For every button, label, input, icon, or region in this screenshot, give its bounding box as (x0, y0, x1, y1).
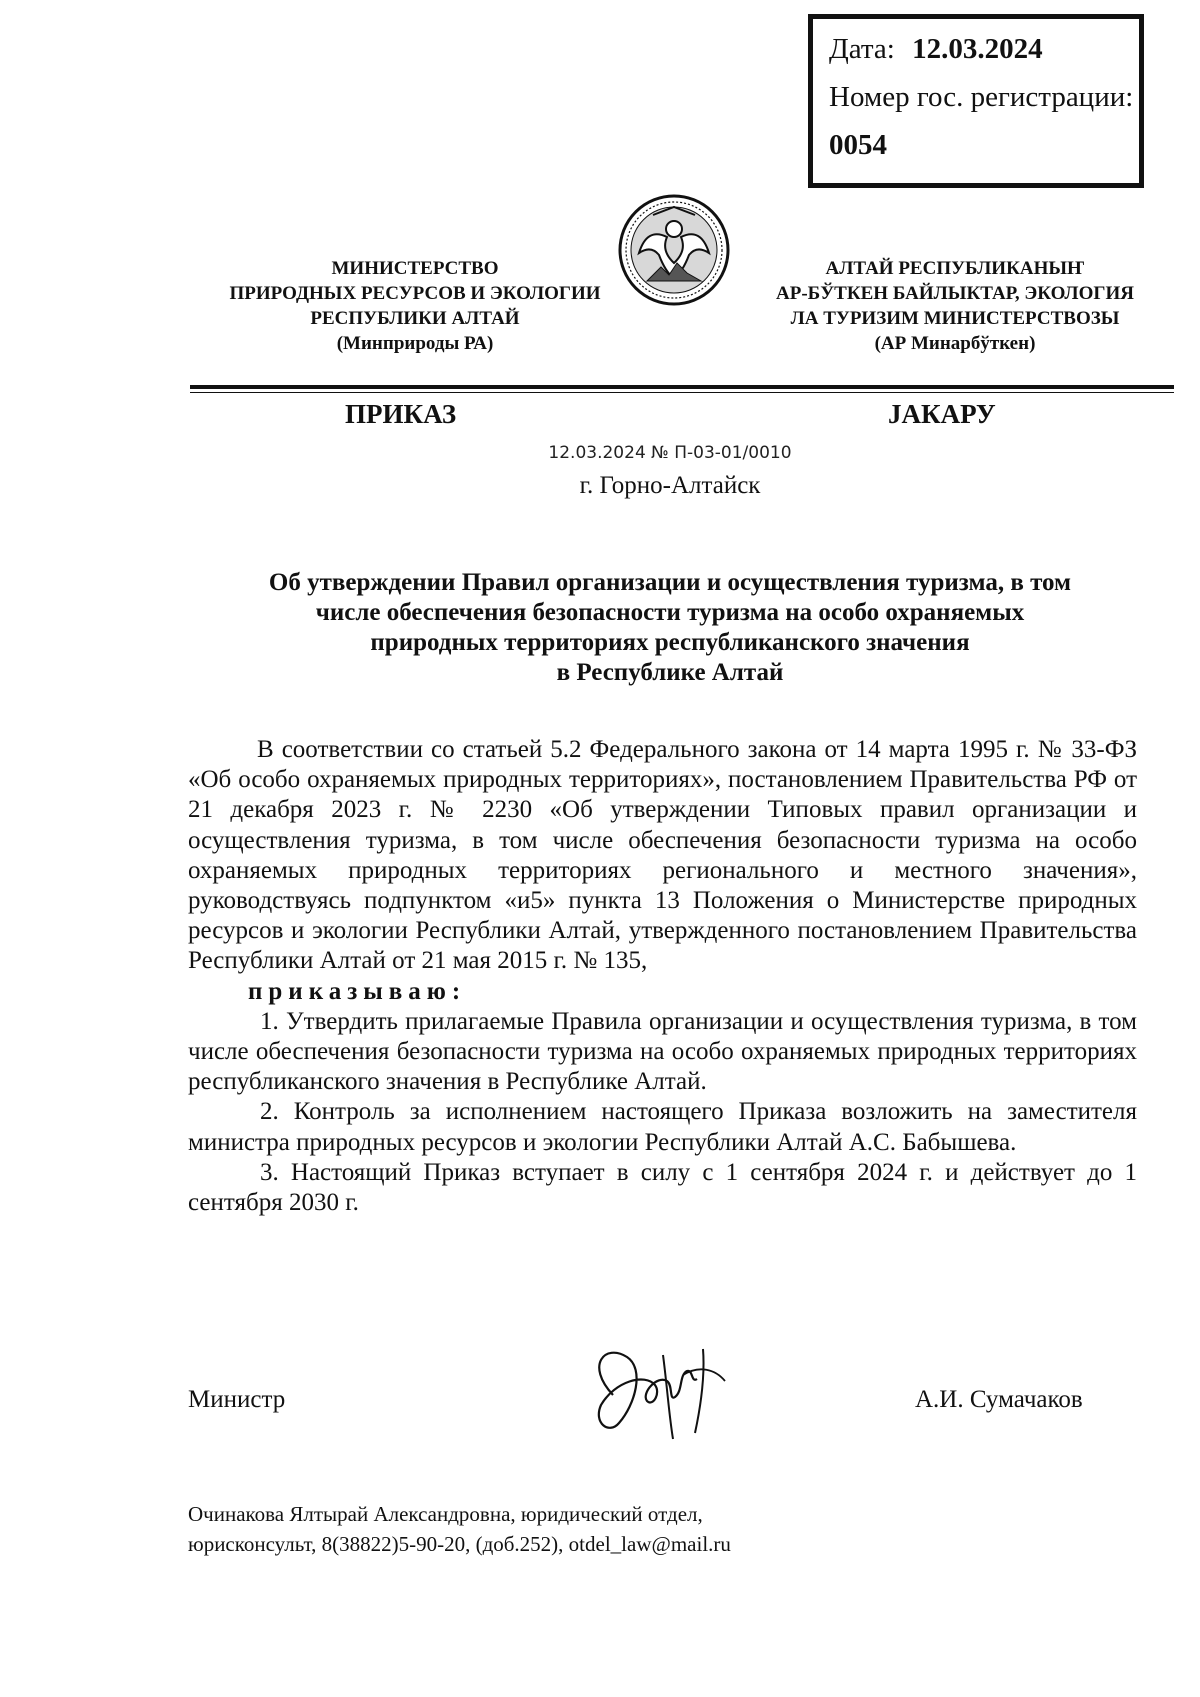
contact-line-1: Очинакова Ялтырай Александровна, юридический отдел, (188, 1502, 703, 1526)
header-alt-line-3: ЛА ТУРИЗИМ МИНИСТЕРСТВОЗЫ (790, 308, 1120, 329)
header-divider-thin (190, 392, 1174, 393)
registration-stamp (808, 14, 1144, 188)
signatory-name: А.И. Сумачаков (915, 1386, 1083, 1413)
order-item-1: 1. Утвердить прилагаемые Правила организации и осуществления туризма, в том числе обеспечения безопасности туризма на особо охраняемых природных территориях республиканского значения в Республике Алтай. (188, 1007, 1137, 1096)
order-item-2: 2. Контроль за исполнением настоящего Приказа возложить на заместителя министра природных ресурсов и экологии Республики Алтай А.С. Бабышева. (188, 1098, 1137, 1156)
header-ru-line-3: РЕСПУБЛИКИ АЛТАЙ (310, 308, 520, 329)
header-ministry-russian (180, 256, 650, 356)
header-ru-line-4: (Минприроды РА) (336, 333, 494, 354)
order-number: 12.03.2024 № П-03-01/0010 (548, 443, 792, 463)
decree-word: приказываю: (248, 977, 467, 1005)
registration-date-row (829, 33, 1043, 66)
order-city: г. Горно-Алтайск (579, 472, 761, 499)
executor-contact (188, 1499, 1088, 1559)
order-title-russian: ПРИКАЗ (345, 399, 457, 429)
signatory-title: Министр (188, 1386, 286, 1413)
subject-line-4: в Республике Алтай (556, 659, 784, 686)
order-item-3: 3. Настоящий Приказ вступает в силу с 1 сентября 2024 г. и действует до 1 сентября 2030 г. (188, 1158, 1137, 1217)
header-alt-line-1: АЛТАЙ РЕСПУБЛИКАНЫҤ (825, 258, 1085, 279)
registration-date-label: Дата: (829, 33, 895, 65)
header-alt-line-2: АР-БЎТКЕН БАЙЛЫКТАР, ЭКОЛОГИЯ (776, 283, 1134, 304)
header-ministry-altai (735, 256, 1175, 356)
subject-line-2: числе обеспечения безопасности туризма на особо охраняемых (315, 599, 1025, 626)
order-subject (180, 568, 1160, 688)
header-divider-thick (190, 385, 1174, 389)
header-alt-line-4: (АР Минарбўткен) (874, 333, 1036, 354)
registration-date-value: 12.03.2024 (912, 33, 1043, 65)
header-ru-line-2: ПРИРОДНЫХ РЕСУРСОВ И ЭКОЛОГИИ (229, 283, 601, 304)
order-title-altai: JАКАРУ (888, 399, 996, 429)
order-body (188, 735, 1137, 1218)
subject-line-3: природных территориях республиканского значения (370, 629, 970, 656)
header-ru-line-1: МИНИСТЕРСТВО (331, 258, 499, 279)
registration-number-value: 0054 (829, 129, 887, 161)
contact-line-2: юрисконсульт, 8(38822)5-90-20, (доб.252), otdel_law@mail.ru (188, 1532, 731, 1556)
registration-number-label: Номер гос. регистрации: (829, 81, 1134, 113)
preamble-paragraph: В соответствии со статьей 5.2 Федерального закона от 14 марта 1995 г. № 33-ФЗ «Об особо охраняемых природных территориях», постановлением Правительства РФ от 21 декабря 2023 г. № 2230 «Об утверждении Типовых правил организации и осуществления туризма, в том числе обеспечения безопасности туризма на особо охраняемых природных территориях регионального и местного значения», руководствуясь подпунктом «и5» пункта 13 Положения о Министерстве природных ресурсов и экологии Республики Алтай, утвержденного постановлением Правительства Республики Алтай от 21 мая 2015 г. № 135, (188, 736, 1137, 975)
subject-line-1: Об утверждении Правил организации и осуществления туризма, в том (268, 569, 1072, 596)
handwritten-signature (575, 1335, 735, 1445)
